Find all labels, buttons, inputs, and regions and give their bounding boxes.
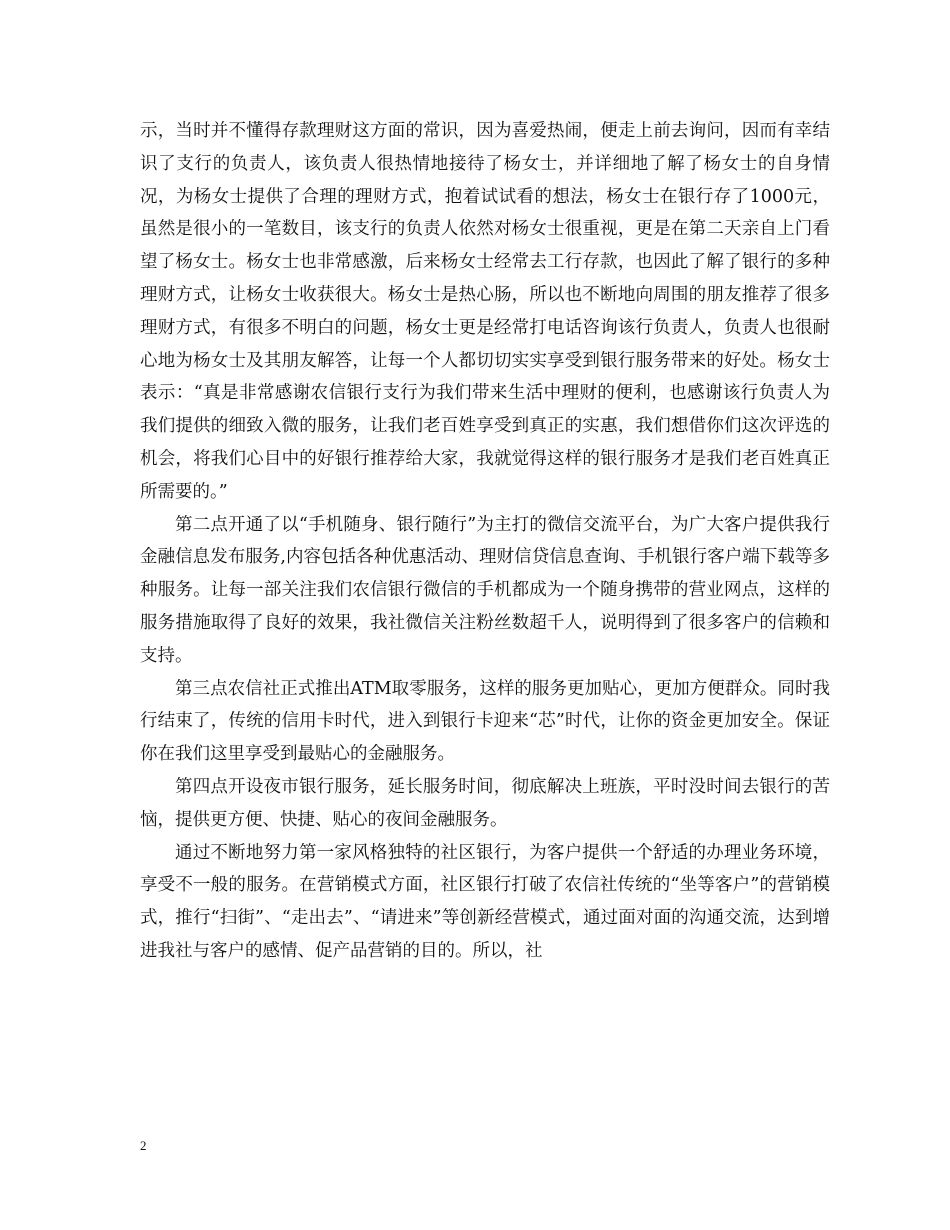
page-number: 2 (140, 1138, 147, 1153)
paragraph-2: 第二点开通了以“手机随身、银行随行”为主打的微信交流平台，为广大客户提供我行金融信息发布服务,内容包括各种优惠活动、理财信贷信息查询、手机银行客户端下载等多种服务。让每一部关注我们农信银行微信的手机都成为一个随身携带的营业网点，这样的服务措施取得了良好的效果，我社微信关注粉丝数超千人，说明得到了很多客户的信赖和支持。 (140, 514, 830, 666)
paragraph-4: 第四点开设夜市银行服务，延长服务时间，彻底解决上班族，平时没时间去银行的苦恼，提供更方便、快捷、贴心的夜间金融服务。 (140, 776, 830, 830)
paragraph-5: 通过不断地努力第一家风格独特的社区银行，为客户提供一个舒适的办理业务环境，享受不一般的服务。在营销模式方面，社区银行打破了农信社传统的“坐等客户”的营销模式，推行“扫街”、“走出去”、“请进来”等创新经营模式，通过面对面的沟通交流，达到增进我社与客户的感情、促产品营销的目的。所以，社 (140, 842, 830, 961)
document-body (140, 115, 830, 968)
paragraph-1: 示，当时并不懂得存款理财这方面的常识，因为喜爱热闹，便走上前去询问，因而有幸结识了支行的负责人，该负责人很热情地接待了杨女士，并详细地了解了杨女士的自身情况，为杨女士提供了合理的理财方式，抱着试试看的想法，杨女士在银行存了1000元，虽然是很小的一笔数目，该支行的负责人依然对杨女士很重视，更是在第二天亲自上门看望了杨女士。杨女士也非常感激，后来杨女士经常去工行存款，也因此了解了银行的多种理财方式，让杨女士收获很大。杨女士是热心肠，所以也不断地向周围的朋友推荐了很多理财方式，有很多不明白的问题，杨女士更是经常打电话咨询该行负责人，负责人也很耐心地为杨女士及其朋友解答，让每一个人都切切实实享受到银行服务带来的好处。杨女士表示：“真是非常感谢农信银行支行为我们带来生活中理财的便利，也感谢该行负责人为我们提供的细致入微的服务，让我们老百姓享受到真正的实惠，我们想借你们这次评选的机会，将我们心目中的好银行推荐给大家，我就觉得这样的银行服务才是我们老百姓真正所需要的。” (140, 121, 830, 502)
paragraph-3: 第三点农信社正式推出ATM取零服务，这样的服务更加贴心，更加方便群众。同时我行结束了，传统的信用卡时代，进入到银行卡迎来“芯”时代，让你的资金更加安全。保证你在我们这里享受到最贴心的金融服务。 (140, 678, 830, 765)
